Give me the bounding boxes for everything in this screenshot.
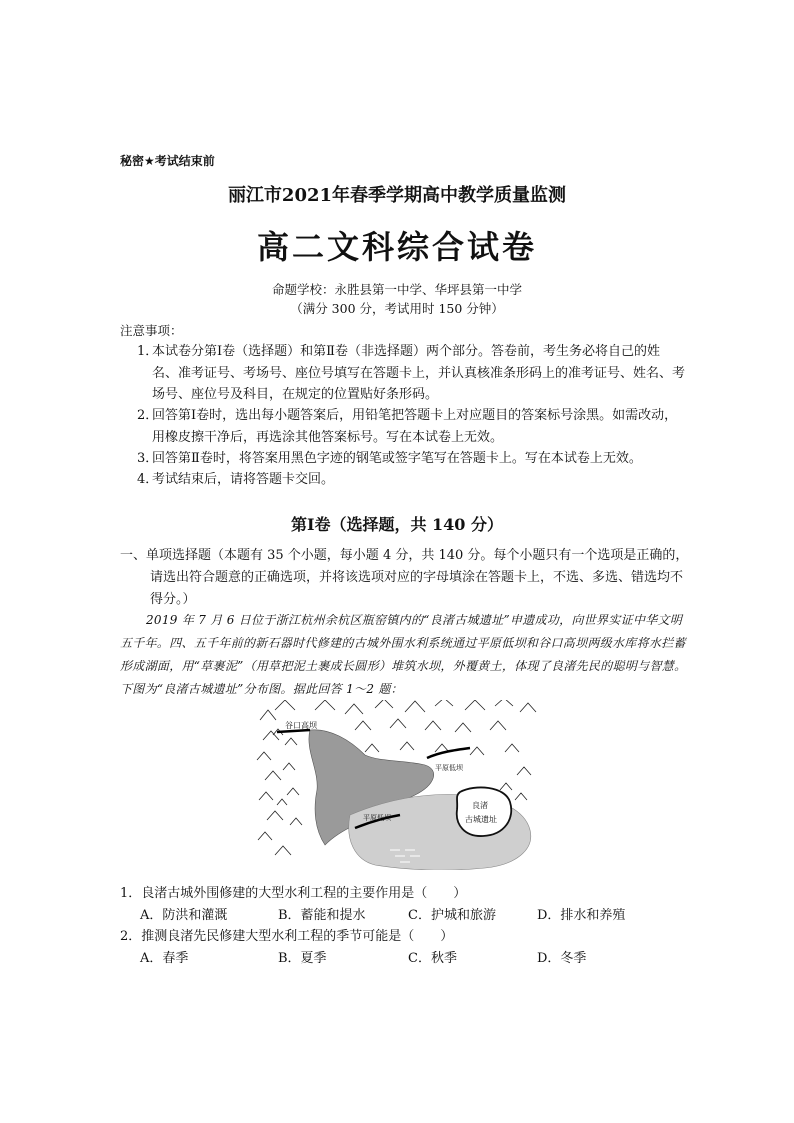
question-option: D．排水和养殖 bbox=[537, 908, 626, 923]
question-option: A．防洪和灌溉 bbox=[140, 908, 228, 923]
upper-plain-dam-line bbox=[427, 748, 470, 758]
question-option: D．冬季 bbox=[537, 951, 587, 966]
note-text: 回答第Ⅰ卷时，选出每小题答案后，用铅笔把答题卡上对应题目的答案标号涂黑。如需改动，用橡皮擦干净后，再选涂其他答案标号。写在本试卷上无效。 bbox=[152, 408, 678, 445]
section-instruction bbox=[120, 545, 690, 611]
note-text: 回答第Ⅱ卷时，将答案用黑色字迹的钢笔或签字笔写在答题卡上。写在本试卷上无效。 bbox=[152, 451, 642, 466]
liangzhu-map bbox=[255, 700, 540, 870]
question-stem: 2．推测良渚先民修建大型水利工程的季节可能是（ ） bbox=[120, 929, 454, 944]
valley-dam-line bbox=[277, 730, 310, 732]
note-number: 3． bbox=[137, 451, 159, 466]
label-city-line1: 良渚 bbox=[472, 801, 488, 810]
label-plain-dam-upper: 平原低坝 bbox=[435, 764, 463, 772]
score-line: （满分 300 分，考试用时 150 分钟） bbox=[290, 301, 504, 316]
reading-passage: 2019 年 7 月 6 日位于浙江杭州余杭区瓶窑镇内的“良渚古城遗址”申遗成功，向世界实证中华文明五千年。四、五千年前的新石器时代修建的古城外围水利系统通过平原低坝和谷口高坝两级水库将水拦蓄形成湖面，用“草裹泥”（用草把泥土裹成长圆形）堆筑水坝，外覆黄土，体现了良渚先民的聪明与智慧。下图为“良渚古城遗址”分布图。据此回答 1～2 题： bbox=[120, 613, 687, 696]
part-title: 第Ⅰ卷（选择题，共 140 分） bbox=[290, 515, 504, 534]
question-option: B．夏季 bbox=[278, 951, 327, 966]
label-valley-dam: 谷口高坝 bbox=[285, 721, 317, 730]
note-item bbox=[137, 469, 685, 491]
note-item bbox=[137, 405, 685, 448]
question-option: C．护城和旅游 bbox=[408, 908, 496, 923]
note-number: 1． bbox=[137, 344, 159, 359]
note-item bbox=[137, 448, 697, 470]
label-plain-dam-lower: 平原低坝 bbox=[363, 814, 391, 822]
paper-title: 高二文科综合试卷 bbox=[256, 228, 537, 266]
note-text: 考试结束后，请将答题卡交回。 bbox=[152, 472, 335, 487]
section-instruction-text: 一、单项选择题（本题有 35 个小题，每小题 4 分，共 140 分。每个小题只有一个选项是正确的，请选出符合题意的正确选项，并将该选项对应的字母填涂在答题卡上，不选、多选、错选均不得分。） bbox=[120, 548, 689, 607]
question-option: B．蓄能和提水 bbox=[278, 908, 366, 923]
school-line: 命题学校：永胜县第一中学、华坪县第一中学 bbox=[271, 282, 522, 297]
question-option: A．春季 bbox=[140, 951, 189, 966]
note-item bbox=[137, 341, 685, 406]
exam-name: 丽江市2021年春季学期高中教学质量监测 bbox=[227, 185, 567, 206]
question-stem: 1．良渚古城外围修建的大型水利工程的主要作用是（ ） bbox=[120, 886, 467, 901]
note-number: 4． bbox=[137, 472, 159, 487]
secret-label: 秘密★考试结束前 bbox=[120, 154, 215, 168]
note-text: 本试卷分第Ⅰ卷（选择题）和第Ⅱ卷（非选择题）两个部分。答卷前，考生务必将自己的姓名、准考证号、考场号、座位号填写在答题卡上，并认真核准条形码上的准考证号、姓名、考场号、座位号及科目，在规定的位置贴好条形码。 bbox=[152, 344, 686, 402]
notes-heading: 注意事项： bbox=[120, 323, 183, 338]
question-option: C．秋季 bbox=[408, 951, 457, 966]
note-number: 2． bbox=[137, 408, 159, 423]
ancient-city-wall bbox=[457, 787, 512, 836]
label-city-line2: 古城遗址 bbox=[465, 815, 497, 824]
